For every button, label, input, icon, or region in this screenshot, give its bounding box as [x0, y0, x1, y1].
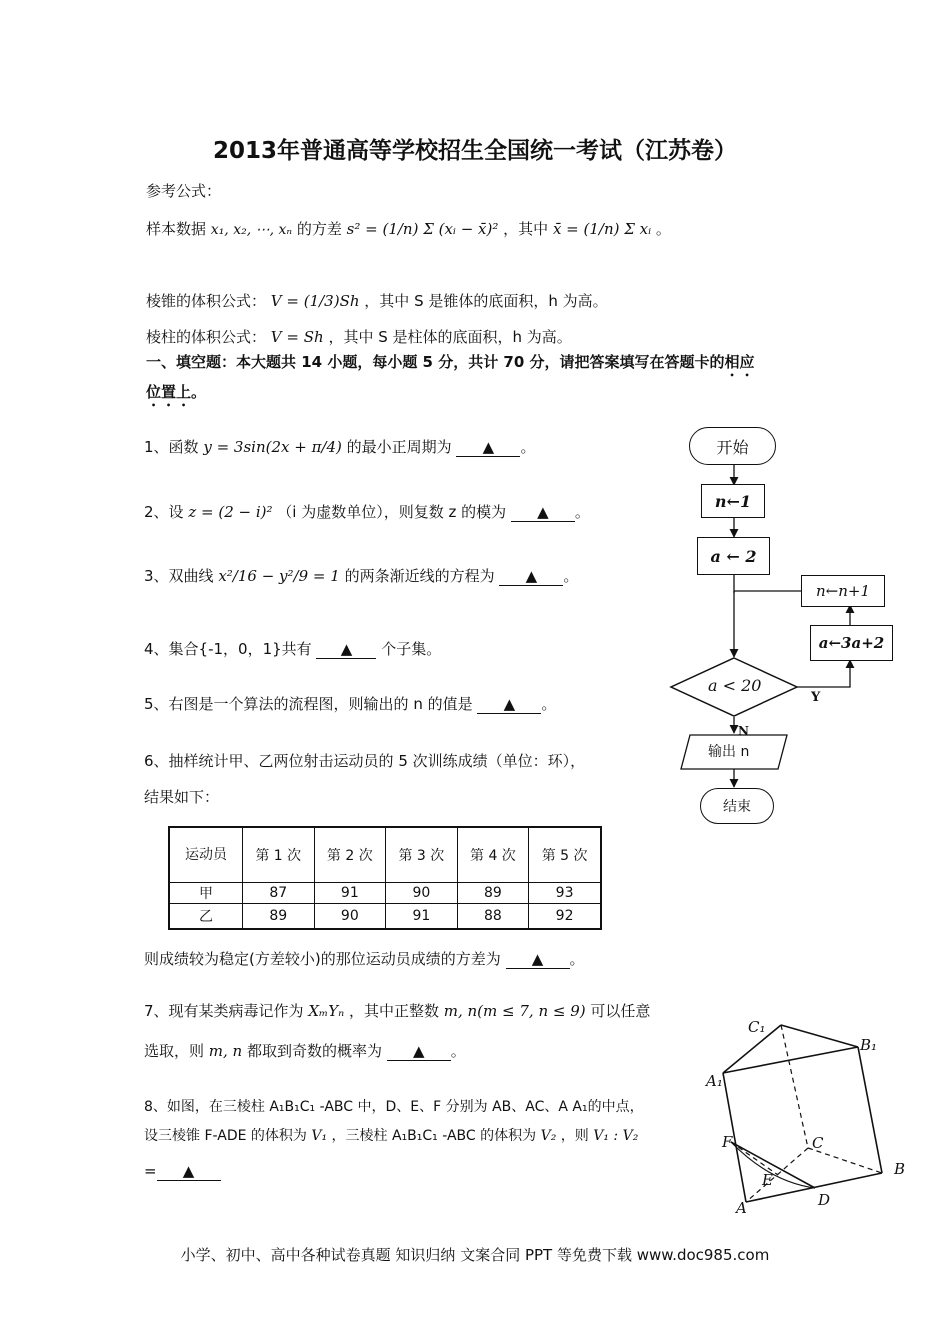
question-8-line3: = ▲ [144, 1162, 221, 1181]
cone-volume-expression: V = (1/3)Sh [270, 292, 360, 310]
prism-volume-expression: V = Sh [270, 328, 324, 346]
q3-hyperbola: x²/16 − y²/9 = 1 [218, 567, 340, 585]
q7-virus-notation: XₘYₙ [308, 1002, 345, 1020]
mean-expression: x̄ = (1/n) Σ xᵢ [552, 220, 652, 238]
table-cell: 87 [243, 882, 315, 903]
flow-yes-label: Y [811, 690, 821, 705]
q7-answer-blank: ▲ [387, 1042, 451, 1061]
vertex-label: E [762, 1171, 773, 1189]
vertex-label: A [736, 1199, 747, 1217]
table-row [169, 882, 601, 903]
table-cell: 89 [243, 903, 315, 929]
section-heading: 一、填空题：本大题共 14 小题，每小题 5 分，共计 70 分，请把答案填写在答题卡的相应 位置上。 [146, 353, 755, 401]
q3-answer-blank: ▲ [499, 567, 563, 586]
q2-answer-blank: ▲ [511, 503, 575, 522]
question-6-ask: 则成绩较为稳定(方差较小)的那位运动员成绩的方差为 ▲ 。 [144, 950, 585, 968]
table-cell: 90 [386, 882, 458, 903]
prism-volume-formula: 棱柱的体积公式： V = Sh ，其中 S 是柱体的底面积，h 为高。 [146, 328, 572, 346]
table-cell: 93 [529, 882, 601, 903]
table-row [169, 903, 601, 929]
table-header-cell: 第 4 次 [457, 827, 529, 882]
q4-answer-blank: ▲ [316, 640, 376, 659]
page-footer: 小学、初中、高中各种试卷真题 知识归纳 文案合同 PPT 等免费下载 www.doc985.com [180, 1246, 770, 1264]
flow-output: 输出 n [708, 744, 750, 760]
scores-table [168, 826, 602, 930]
table-cell: 91 [386, 903, 458, 929]
flow-no-label: N [738, 724, 749, 738]
flow-init-a: a ← 2 [697, 537, 770, 575]
flow-init-n: n←1 [701, 484, 765, 518]
vertex-label: D [818, 1191, 831, 1209]
q7-constraint: m, n(m ≤ 7, n ≤ 9) [443, 1002, 586, 1020]
vertex-label: A₁ [706, 1072, 723, 1090]
question-6-line2: 结果如下： [144, 788, 220, 806]
question-7-line1: 7、现有某类病毒记作为 XₘYₙ ，其中正整数 m, n(m ≤ 7, n ≤ 9) 可以任意 [144, 1002, 651, 1020]
table-cell: 88 [457, 903, 529, 929]
question-1: 1、函数 y = 3sin(2x + π/4) 的最小正周期为 ▲ 。 [144, 438, 536, 456]
question-8-line1: 8、如图，在三棱柱 A₁B₁C₁ -ABC 中，D、E、F 分别为 AB、AC、A A₁的中点， [144, 1099, 644, 1115]
vertex-label: C [812, 1134, 824, 1152]
question-3: 3、双曲线 x²/16 − y²/9 = 1 的两条渐近线的方程为 ▲ 。 [144, 567, 579, 585]
flow-update-a: a←3a+2 [810, 625, 893, 661]
table-header-cell: 第 2 次 [314, 827, 386, 882]
vertex-label: B [894, 1160, 906, 1178]
table-cell: 92 [529, 903, 601, 929]
q1-function: y = 3sin(2x + π/4) [203, 438, 342, 456]
table-header-cell: 第 1 次 [243, 827, 315, 882]
q2-expression: z = (2 − i)² [188, 503, 273, 521]
q8-answer-blank: ▲ [157, 1162, 221, 1181]
q6-answer-blank: ▲ [506, 950, 570, 969]
q5-answer-blank: ▲ [477, 695, 541, 714]
vertex-label: B₁ [860, 1036, 878, 1054]
table-header-cell: 第 5 次 [529, 827, 601, 882]
table-cell: 乙 [169, 903, 243, 929]
flow-end: 结束 [700, 788, 774, 824]
variance-formula: 样本数据 x₁, x₂, ⋯, xₙ 的方差 s² = (1/n) Σ (xᵢ − x̄)² ，其中 x̄ = (1/n) Σ xᵢ 。 [146, 220, 671, 238]
question-8-line2: 设三棱锥 F-ADE 的体积为 V₁ ，三棱柱 A₁B₁C₁ -ABC 的体积为 V₂ ，则 V₁ : V₂ [144, 1128, 639, 1144]
question-2: 2、设 z = (2 − i)² （i 为虚数单位），则复数 z 的模为 ▲ 。 [144, 503, 590, 521]
flow-start: 开始 [689, 427, 776, 465]
page-title: 2013年普通高等学校招生全国统一考试（江苏卷） [212, 138, 737, 164]
table-header-cell: 运动员 [169, 827, 243, 882]
cone-volume-formula: 棱锥的体积公式： V = (1/3)Sh ，其中 S 是锥体的底面积，h 为高。 [146, 292, 608, 310]
reference-formula-heading: 参考公式： [146, 182, 222, 200]
variance-expression: s² = (1/n) Σ (xᵢ − x̄)² [346, 220, 499, 238]
question-6-line1: 6、抽样统计甲、乙两位射击运动员的 5 次训练成绩（单位：环）， [144, 752, 586, 770]
table-header-cell: 第 3 次 [386, 827, 458, 882]
table-cell: 91 [314, 882, 386, 903]
table-header-row [169, 827, 601, 882]
q1-answer-blank: ▲ [456, 438, 520, 457]
question-7-line2: 选取，则 m, n 都取到奇数的概率为 ▲ 。 [144, 1042, 466, 1060]
prism-figure [700, 1010, 920, 1220]
sample-list: x₁, x₂, ⋯, xₙ [210, 222, 293, 238]
question-5: 5、右图是一个算法的流程图，则输出的 n 的值是 ▲ 。 [144, 695, 557, 713]
vertex-label: C₁ [748, 1018, 766, 1036]
vertex-label: F [722, 1133, 733, 1151]
table-cell: 甲 [169, 882, 243, 903]
flow-condition: a < 20 [708, 676, 762, 695]
question-4: 4、集合{-1，0，1}共有 ▲ 个子集。 [144, 640, 442, 658]
flow-update-n: n←n+1 [801, 575, 885, 607]
table-cell: 89 [457, 882, 529, 903]
table-cell: 90 [314, 903, 386, 929]
